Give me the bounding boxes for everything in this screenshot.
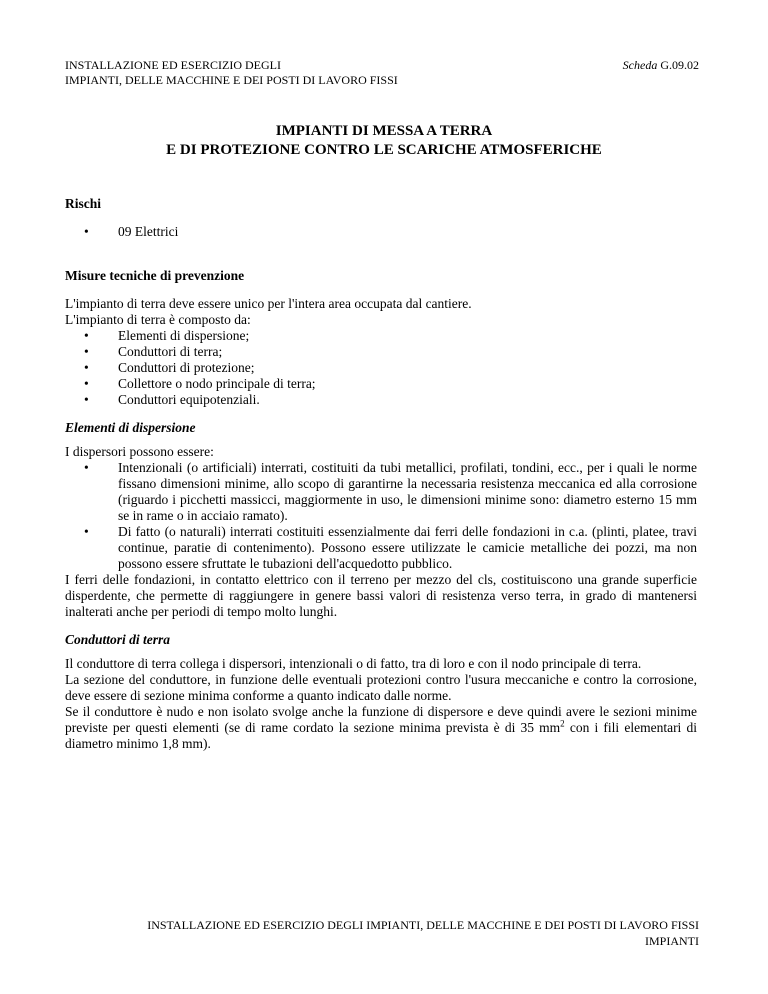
conduttori-paragraph-2: La sezione del conduttore, in funzione delle eventuali protezioni contro l'usura meccaniche e contro la corrosione, deve essere di sezione minima conforme a quanto indicato dalle norme. (65, 672, 697, 703)
list-item: • Conduttori di terra; (65, 344, 697, 360)
footer-line2: IMPIANTI (645, 934, 699, 948)
list-item: • Conduttori equipotenziali. (65, 392, 697, 408)
footer-line1: INSTALLAZIONE ED ESERCIZIO DEGLI IMPIANTI, DELLE MACCHINE E DEI POSTI DI LAVORO FISSI (147, 918, 699, 932)
page-title (0, 122, 768, 160)
conduttori-p3-text: Se il conduttore è nudo e non isolato svolge anche la funzione di dispersore e deve quindi avere le sezioni minime previste per questi elementi (se di rame cordato la sezione minima prevista è di 35 mm (65, 704, 697, 735)
elementi-heading: Elementi di dispersione (65, 420, 196, 435)
title-line2: E DI PROTEZIONE CONTRO LE SCARICHE ATMOSFERICHE (166, 142, 602, 158)
conduttori-paragraph-1: Il conduttore di terra collega i dispersori, intenzionali o di fatto, tra di loro e con il nodo principale di terra. (65, 656, 642, 671)
misure-paragraph-1: L'impianto di terra deve essere unico per l'intera area occupata dal cantiere. (65, 296, 472, 311)
list-item: • Intenzionali (o artificiali) interrati, costituiti da tubi metallici, profilati, tondini, ecc., per i quali le norme fissano dimensioni minime, allo scopo di garantirne la necessaria resistenza meccanica ed alla corrosione (riguardo i picchetti massicci, maggiormente in uso, le dimensioni minime sono: diametro esterno 15 mm se in rame o in acciaio ramato). (65, 460, 697, 524)
header-left-line1: INSTALLAZIONE ED ESERCIZIO DEGLI (65, 58, 281, 72)
list-item: • Conduttori di protezione; (65, 360, 697, 376)
document-body (65, 196, 697, 752)
misure-paragraph-2: L'impianto di terra è composto da: (65, 312, 251, 327)
elementi-closing: I ferri delle fondazioni, in contatto elettrico con il terreno per mezzo del cls, costituiscono una grande superficie disperdente, che permette di raggiungere in genere bassi valori di resistenza verso terra, in grado di mantenersi inalterati anche per periodi di tempo molto lunghi. (65, 572, 697, 619)
rischi-heading: Rischi (65, 196, 102, 211)
header-right (623, 58, 699, 73)
superscript: 2 (560, 718, 565, 729)
list-item: • Di fatto (o naturali) interrati costituiti essenzialmente dai ferri delle fondazioni in c.a. (plinti, platee, travi continue, paratie di contenimento). Possono essere utilizzate le camicie metalliche dei pozzi, ma non possono essere sfruttate le tubazioni dell'acquedotto pubblico. (65, 524, 697, 572)
header-scheda-label: Scheda (622, 58, 658, 72)
page-footer (79, 917, 699, 949)
conduttori-heading: Conduttori di terra (65, 632, 171, 647)
header-left (65, 58, 398, 88)
header-scheda-code: G.09.02 (657, 58, 699, 72)
title-line1: IMPIANTI DI MESSA A TERRA (275, 123, 493, 139)
misure-heading: Misure tecniche di prevenzione (65, 268, 245, 283)
misure-list (65, 328, 697, 408)
rischi-list (65, 224, 697, 240)
conduttori-p3-text-end: con i fili elementari di diametro minimo 1,8 mm). (65, 720, 697, 751)
elementi-intro: I dispersori possono essere: (65, 444, 214, 459)
conduttori-paragraph-3 (65, 704, 697, 752)
list-item: • Collettore o nodo principale di terra; (65, 376, 697, 392)
elementi-list (65, 460, 697, 572)
list-item: • Elementi di dispersione; (65, 328, 697, 344)
header-left-line2: IMPIANTI, DELLE MACCHINE E DEI POSTI DI LAVORO FISSI (65, 73, 398, 87)
list-item: • 09 Elettrici (65, 224, 697, 240)
